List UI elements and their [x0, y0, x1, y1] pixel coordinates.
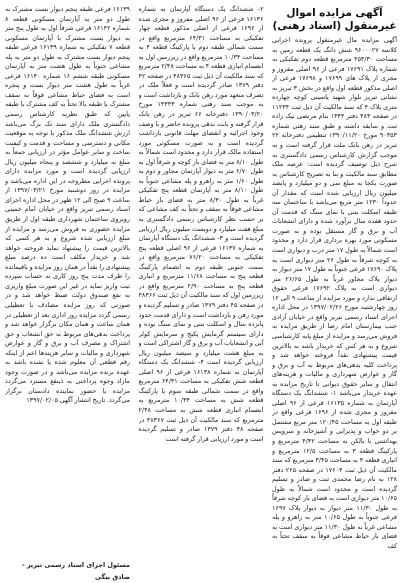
notice-title: آگهی مزایده اموال غیرمنقول (اسناد رهنی): [272, 7, 397, 32]
notice-columns: [5, 5, 397, 551]
notice-column-middle: [139, 5, 264, 551]
notice-signature: مسئول اجرای اسناد رسمی تبریز - صادق بیگی: [21, 561, 130, 581]
notice-column-left: [5, 5, 130, 551]
notice-column-left-text: ۱۶۱۳۹ فرعی طبقه پنجم دیوار بست مشترک به طول دو متر به آپارتمان مسکونی قطعه ۸ شماره ۱۶۱۴۲ فرعی شرقاً اول به طول پنج متر به دیوار بست مشترک با آپارتمان مسکونی قطعه ۷ تفکیکی به شماره ۱۶۱۳۹ فرعی طبقه پنجم دیوار بست مشترک به طول دو متر به پله مشاعی جنوباً به طول هشت متر به آپارتمان مسکونی طبقه ششم ۱۶ شماره ۱۶۱۴۰ فرعی غرباً به طول هشت متر دیوار بست و پنجره است به فضای حیاط مشاعی فوقاً به سقف مشترک با طبقه بالا تحتاً به کف مشترک با طبقه پایین که طبق نظریه کارشناس رسمی دادگستری ملک دارای سند تک برگ می‌باشد ارزش ششدانگ ملک مذکور با توجه به موقعیت مکانی و دسترسی و مساحت و قدمت و کیفیت ساخت و سایر عوامل مؤثر در ارزیابی جمعاً به مبلغ نه میلیارد و ششصد و پنجاه میلیون ریال ارزیابی گردیده است و مورد مزایده دارای پرونده اجرایی مطروحه در این اداره می‌باشد و مزایده در روز دوشنبه مورخ ۱۳۹۷/۰۳/۲۱ از ساعت ۹ صبح الی ۱۲ ظهر در محل اداره اجرای اسناد رسمی تبریز واقع در خیابان امام خمینی روبروی ساختمان شهرداری طبقه اول از طریق مزایده حضوری به فروش می‌رسد و مزایده از مبلغ ارزیابی شده شروع و به هر کسی که بالاترین قیمت را پیشنهاد نماید فروخته خواهد شد و خریدار مکلف است ده درصد مبلغ پیشنهادی را نقداً در همان روز مزایده و باقیمانده را ظرف مدت پنج روز کاری به حساب سپرده ثبت واریز نماید در غیر این صورت مبلغ واریزی به نفع صندوق دولت ضبط خواهد شد و در صورتی که روز مزایده مصادف با تعطیلی رسمی گردد مزایده روز اداری بعد از تعطیلی در همان ساعت و همان مکان برگزار خواهد شد و پرداخت بدهی‌های مربوط به حق انشعاب و حق اشتراک و مصرف آب و برق و گاز و عوارض شهرداری و مالیات و سایر هزینه‌ها اعم از اینکه رقم قطعی آن معلوم شده یا نشده باشد به عهده برنده مزایده می‌باشد و در صورت وجود مازاد وجوه پرداختی به ذینفع مسترد می‌گردد مزایده با حضور نماینده دادستان برگزار می‌گردد. تاریخ انتشار آگهی ۱۳۹۷/۰۲/۰۵: [5, 5, 130, 405]
notice-column-right-text: آگهی مزایده مال غیرمنقول پرونده اجرایی کلاسه ۹۶۰۰۰۲۷ شش دانگ یک قطعه زمین به مساحت ۴۵۳/۳۰ مترمربع قطعه دوم تفکیکی به شماره پلاک ۱۷۶۹۱ فرعی از ۹۶ اصلی مفروز و مجزی از پلاک های ۱۷۶۹۹ و ۱۷۶۹۸ فرعی از اصلی مذکور قطعه اول واقع در بخش ۳ تبریز به نشانی تبریز بلوار شهید یاسینی کوچه چهارده متری پلاک ۴ که سند مالکیت آن ذیل ثبت ۱۱۲۳۴ در صفحه ۴۸۳ دفتر ۱۳۴۴ بنام مرتضی نیک زاده ثبت و سابقه داشته و طبق سند رهنی شماره ۹۰۳۵۳ مورخ ۱۳۹۰/۱۱/۲۰ تنظیمی دفترخانه ۲۲ تبریز در رهن بانک ملت قرار گرفته است و به موجب گزارش کارشناس رسمی دادگستری به شرح ذیل توصیف گردیده است: عرصه ملک مطابق سند مالکیت و بنا به تصریح کارشناس به صورت یکجا به مبلغ سی و دو میلیارد و پانصد میلیون ریال ارزیابی شده است که مقدار آن حدوداً ۱۲۳۰ متر مربع می‌باشد با ساختمان سه طبقه اسکلت بتنی با نمای سنگ که قدمت آن حدود هفده سال برآورد شده و دارای انشعابات آب و برق و گاز مستقل بوده و به صورت مسکونی مورد بهره برداری قرار دارد و محدود است شمالاً به طول ۱۷ متر درب و دیواری است به کوچه شرقاً به طول ۲۶ متر دیواری است به پلاک ۱۷۶۹۰ فرعی جنوباً به طول ۱۷ متر دیوار به دیوار پلاک مجاور غرباً به طول ۲۶/۶۵ متر دیواری است به پلاک ۱۷۶۹۲ فرعی حقوق ارتفاقی ندارد و مورد مزایده از ساعت ۹ الی ۱۲ روز چهارشنبه مورخ ۱۳۹۷/۰۲/۲۶ در محل اداره اجرای اسناد رسمی تبریز واقع در خیابان آزادی جنب بیمارستان امام رضا از طریق مزایده به فروش می‌رسد و مزایده از مبلغ پایه کارشناسی شروع و به هر کس که خریدار باشد به بالاترین قیمت پیشنهادی نقداً فروخته خواهد شد و پرداخت کلیه بدهی‌های مربوط به آب و برق و گاز و عوارض شهرداری و مالیات و هزینه‌های انتقال و سایر حقوق دیوانی تا تاریخ مزایده به عهده خریدار می‌باشد ۱- ششدانگ یک دستگاه آپارتمان به شماره ۱۶۱۳۵ فرعی از ۹۶ اصلی مفروز و مجزی شده از ۱۶۹۶ فرعی واقع در طبقه اول به مساحت ۱۲۰/۴۵ متر مربع مشتمل بر دو خواب و پذیرایی و آشپزخانه و سرویس بهداشتی با بالکن به مساحت ۴/۳۲ مترمربع و پارکینگ قطعه ۳ به مساحت ۱۲/۵ مترمربع و انباری قطعه ۴ به مساحت ۳/۴۵ مترمربع که سند مالکیت آن ذیل ثبت ۱۷۶۰۴ در صفحه ۲۶۵ دفتر ۱۲۸ به نام رضا محمدی ثبت و صادر و تسلیم گردیده است و محدود است شمالاً به طول ۱۰/۶۵ متر دیواری است به فضای باز کوچه شرقاً به طول ۱۱/۳۰ متر دیوار به دیوار پلاک ۱۶۹۷ فرعی جنوباً به طول ۱۰/۶۵ متر به راهرو و پله مشاعی غرباً به طول ۱۱/۳۰ متر دیواری است به فضای باز حیاط مشاعی فوقاً به سقف تحتاً به کف: [272, 36, 397, 550]
auction-notice: [5, 5, 397, 581]
notice-column-right: [272, 5, 397, 551]
notice-column-middle-text: ۲- ششدانگ یک دستگاه آپارتمان به شماره ۱۶۱۳۶ فرعی از ۹۶ اصلی مفروز و مجزی شده از ۱۶۹۶ فرعی از اصلی مذکور قطعه چهار تفکیکی به مساحت ۶۴/۳۱ مترمربع واقع در سمت شمالی طبقه دوم با پارکینگ قطعه ۴ به مساحت ۱۰/۳۴ مترمربع واقع در زیرزمین اول به انضمام انباری قطعه ۴ به مساحت ۲/۴۸ مترمربع که سند مالکیت آن ذیل ثبت ۴۸۳۶۵ در صفحه ۴۲ دفتر ۱۳۷۹ صادر گردیده است و فعلاً ملک در تصرف متعهد مورد رهن بانک و بازداشت است و به موجب سند رهنی شماره ۱۴۳۴۳ مورخ ۱۳۹۰/۰۳/۲۰ دفترخانه ۶۶ تبریز در رهن بانک قرار گرفته و بابت بدهی پرونده حاضر و با وصف وجود اجرائیه و انقضای مهلت قانونی بازداشت گردیده است و به صورت مسکونی مورد استفاده مالک قرار دارد و محدود است شمالاً به طول ۸/۱۰ متر به فضای باز کوچه و شرقاً اول به طول ۶/۷۰ متر به دیوار آپارتمان مجاور و دوم به طول ۱/۶۰ متر به راهرو و پله مشاعی جنوباً به طول ۸/۱۰ متر به آپارتمان قطعه پنج تفکیکی غرباً به طول ۸/۳۰ متر به فضای باز حیاط مشاعی فوقاً به سقف و تحتاً به کف مشاعی که بر حسب نظر کارشناس رسمی دادگستری به مبلغ هفت میلیارد و دویست میلیون ریال ارزیابی گردیده است و ۳- ششدانگ یک دستگاه آپارتمان به شماره ۱۶۱۳۷ فرعی از ۹۶ اصلی قطعه پنج تفکیکی به مساحت ۷۶/۲۰ مترمربع واقع در سمت جنوبی طبقه دوم به انضمام پارکینگ قطعه پنج به مساحت ۱۱/۶۸ مترمربع و انباری قطعه پنج به مساحت ۲/۹۰ مترمربع واقع در زیرزمین اول که سند مالکیت آن ذیل ثبت ۴۸۳۶۶ در صفحه ۴۵ دفتر ۱۳۷۹ صادر و تسلیم گردیده و مورد رهن و بازداشت است و دارای قدمت حدود پانزده سال و اسکلت بتنی و نمای سنگ بوده و دارای سیستم گرمایش پکیج و سرمایش کولر آبی و انشعابات آب و برق و گاز اشتراکی است و به مبلغ هشت میلیارد و سیصد میلیون ریال ارزیابی گردیده است ۴- ششدانگ یک دستگاه آپارتمان به شماره ۱۶۱۳۸ فرعی از ۹۶ اصلی قطعه شش تفکیکی به مساحت ۶۴/۳۱ مترمربع واقع در سمت شمالی طبقه سوم با پارکینگ قطعه شش به مساحت ۱۰/۳۴ مترمربع به انضمام انباری قطعه شش به مساحت ۲/۴۸ مترمربع که سند مالکیت آن ذیل ثبت ۴۸۳۶۷ در صفحه ۴۸ دفتر ۱۳۷۹ صادر و تسلیم گردیده است و مورد ارزیابی قرار گرفته است: [138, 5, 264, 443]
